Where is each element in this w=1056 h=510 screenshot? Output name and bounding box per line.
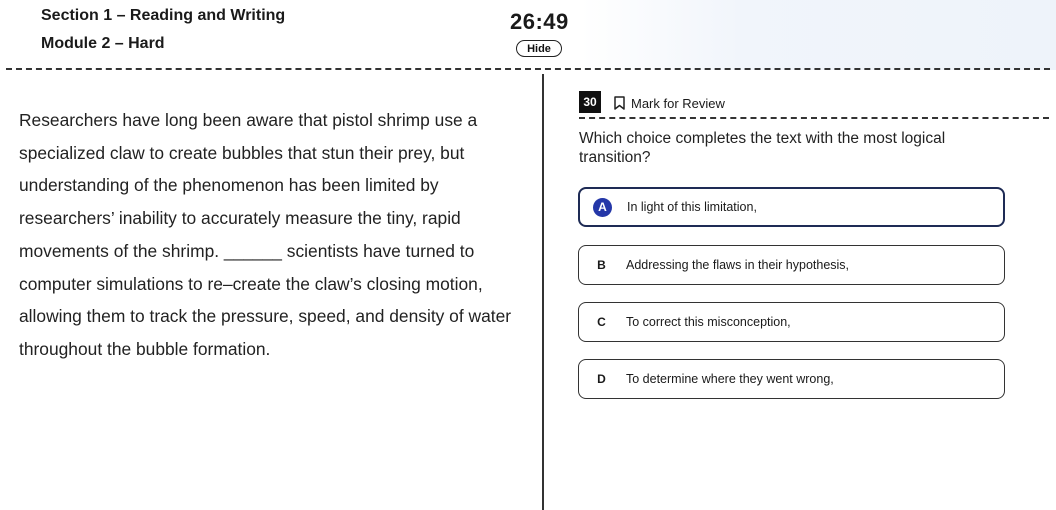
choice-letter: B (597, 258, 606, 272)
choice-text: Addressing the flaws in their hypothesis, (626, 258, 850, 272)
answer-choice-c[interactable] (578, 302, 1005, 342)
choice-letter: C (597, 315, 606, 329)
mark-for-review-button[interactable] (614, 93, 725, 113)
answer-choice-a[interactable] (578, 187, 1005, 227)
choice-text: In light of this limitation, (627, 200, 757, 214)
question-header-divider (579, 117, 1049, 119)
answer-choice-b[interactable] (578, 245, 1005, 285)
pane-divider[interactable] (542, 74, 544, 510)
question-prompt: Which choice completes the text with the most logical transition? (579, 130, 946, 166)
header-divider (6, 68, 1050, 70)
answer-choice-d[interactable] (578, 359, 1005, 399)
section-title: Section 1 – Reading and Writing (41, 7, 286, 24)
exam-header (0, 0, 1056, 70)
bookmark-icon (614, 96, 625, 110)
module-title: Module 2 – Hard (41, 35, 165, 52)
choice-letter: A (593, 198, 612, 217)
reading-passage: Researchers have long been aware that pistol shrimp use a specialized claw to create bubbles that stun their prey, but understanding of the phenomenon has been limited by researchers’ inability to accurately measure the tiny, rapid movements of the shrimp. ______ scientists have turned to computer simulations to re–create the claw’s closing motion, allowing them to track the pressure, speed, and density of water throughout the bubble formation. (19, 110, 512, 359)
countdown-timer: 26:49 (510, 9, 569, 34)
choice-text: To correct this misconception, (626, 315, 791, 329)
mark-for-review-label: Mark for Review (631, 95, 725, 111)
question-number: 30 (579, 91, 601, 113)
choice-text: To determine where they went wrong, (626, 372, 834, 386)
hide-timer-button[interactable]: Hide (516, 40, 562, 57)
choice-letter: D (597, 372, 606, 386)
